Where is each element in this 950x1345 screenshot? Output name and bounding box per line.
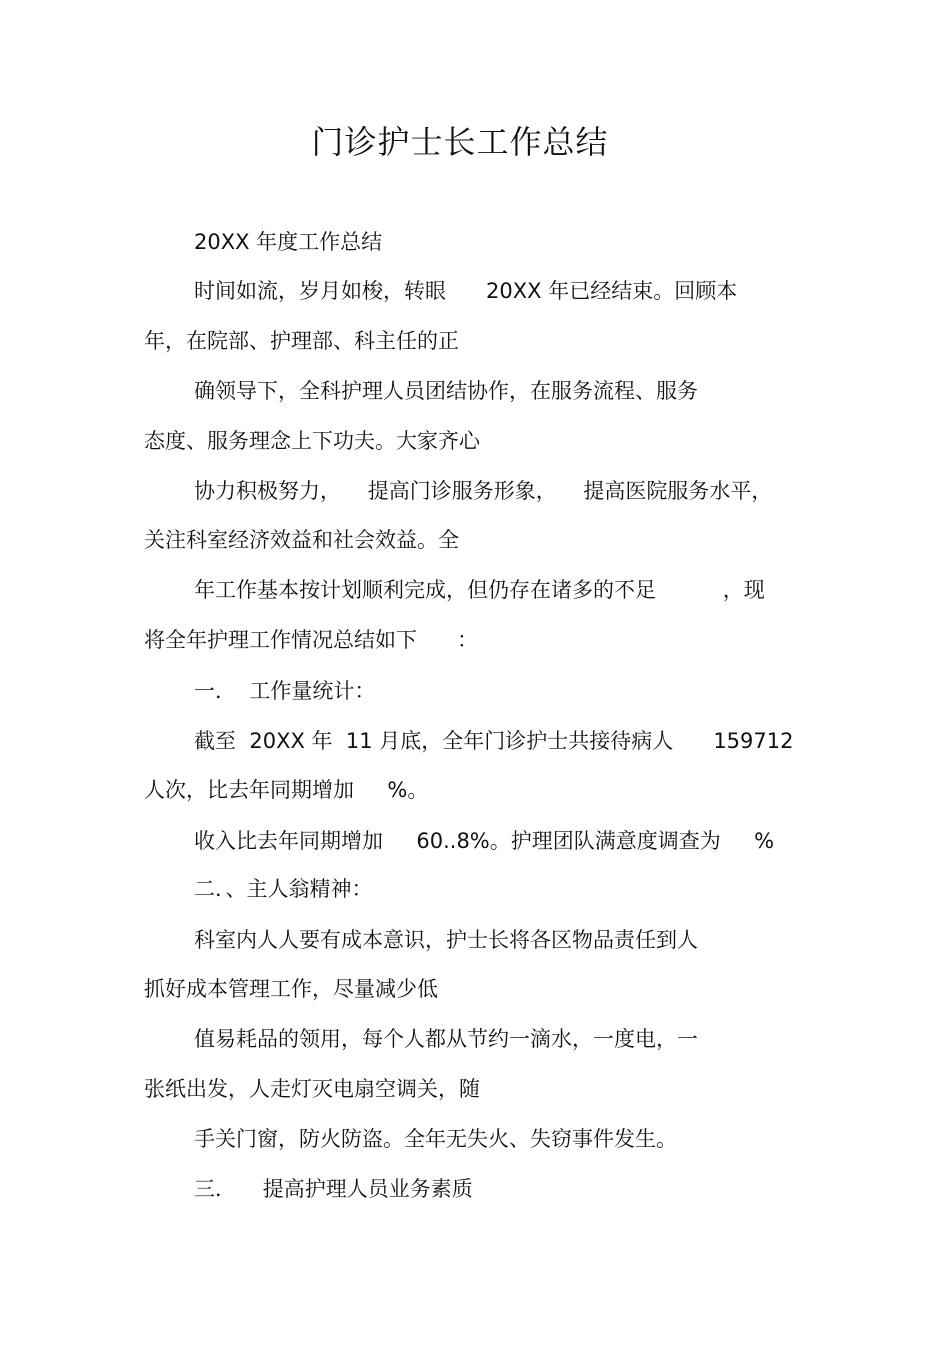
section-heading-2: 二．、主人翁精神： bbox=[194, 877, 373, 901]
paragraph-line-11: 人次，比去年同期增加 %。 bbox=[144, 778, 429, 802]
paragraph-line-16: 张纸出发，人走灯灭电扇空调关，随 bbox=[144, 1077, 480, 1101]
paragraph-line-2: 时间如流，岁月如梭，转眼 20XX 年已经结束。回顾本 bbox=[194, 279, 738, 303]
document-title: 门诊护士长工作总结 bbox=[311, 123, 609, 161]
section-heading-3: 三． 提高护理人员业务素质 bbox=[194, 1177, 473, 1201]
paragraph-line-12: 收入比去年同期增加 60..8%。护理团队满意度调查为 % bbox=[194, 829, 775, 853]
paragraph-line-14: 抓好成本管理工作，尽量减少低 bbox=[144, 977, 438, 1001]
paragraph-line-6: 协力积极努力， 提高门诊服务形象， 提高医院服务水平， bbox=[194, 479, 773, 503]
paragraph-line-7: 关注科室经济效益和社会效益。全 bbox=[144, 528, 459, 552]
section-heading-1: 一． 工作量统计： bbox=[194, 679, 376, 703]
paragraph-line-13: 科室内人人要有成本意识，护士长将各区物品责任到人 bbox=[194, 928, 698, 952]
paragraph-line-4: 确领导下，全科护理人员团结协作，在服务流程、服务 bbox=[194, 379, 698, 403]
paragraph-line-5: 态度、服务理念上下功夫。大家齐心 bbox=[144, 429, 480, 453]
paragraph-line-1: 20XX 年度工作总结 bbox=[194, 230, 383, 254]
paragraph-line-17: 手关门窗，防火防盗。全年无失火、失窃事件发生。 bbox=[194, 1127, 677, 1151]
paragraph-line-9: 将全年护理工作情况总结如下 ： bbox=[144, 628, 479, 652]
paragraph-line-8: 年工作基本按计划顺利完成，但仍存在诸多的不足 ，现 bbox=[194, 578, 765, 602]
paragraph-line-10: 截至 20XX 年 11 月底，全年门诊护士共接待病人 159712 bbox=[194, 729, 794, 753]
paragraph-line-15: 值易耗品的领用，每个人都从节约一滴水，一度电，一 bbox=[194, 1027, 698, 1051]
paragraph-line-3: 年，在院部、护理部、科主任的正 bbox=[144, 329, 459, 353]
